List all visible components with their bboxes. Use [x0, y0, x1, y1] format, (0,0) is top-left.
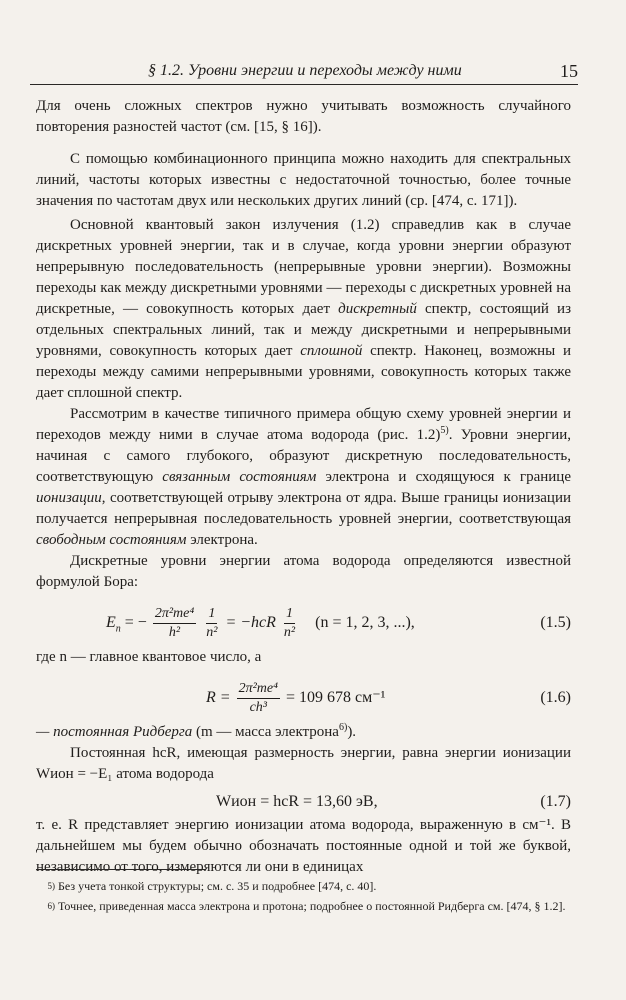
- equation-1-5: [36, 599, 571, 643]
- equation-number-1-6: (1.6): [540, 689, 571, 706]
- footnotes: [36, 869, 571, 918]
- paragraph-3: [36, 215, 571, 404]
- equation-number-1-5: (1.5): [540, 614, 571, 631]
- footnote-ref-6: 6): [338, 722, 348, 733]
- paragraph-7-part-b: (m — масса электрона: [192, 724, 339, 740]
- emph-rydberg: — постоянная Ридберга: [36, 724, 193, 740]
- eq15-condition: (n = 1, 2, 3, ...),: [315, 614, 415, 632]
- equation-1-7-body: Wион = hcR = 13,60 эВ,: [216, 793, 378, 810]
- paragraph-4-part-a: Рассмотрим в качестве типичного примера общую схему уровней энергии и переходов между ними в случае атома водорода (рис. 1.2): [36, 406, 571, 443]
- main-text: [36, 96, 571, 878]
- equation-1-6-body: [206, 680, 385, 717]
- eq15-lhs: E: [106, 614, 116, 632]
- paragraph-7-part-c: ).: [347, 724, 357, 740]
- paragraph-1: Для очень сложных спектров нужно учитывать возможность случайного повторения разностей частот (см. [15, § 16]).: [36, 98, 571, 135]
- paragraph-4-part-e: электрона.: [186, 532, 258, 548]
- paragraph-9: т. е. R представляет энергию ионизации атома водорода, выраженную в см⁻¹. В дальнейшем мы будем обычно обозначать постоянные одной и той же буквой, независимо от того, измеряются ли они в единицах: [36, 817, 571, 875]
- footnote-5-text: Без учета тонкой структуры; см. с. 35 и подробнее [474, с. 40].: [58, 879, 377, 893]
- eq15-frac-2: $\frac{1}{\text{n²}}$: [206, 606, 218, 640]
- paragraph-3-part-b: спектр, состоящий из отдельных спектральных линий, так и между дискретными и непрерывными уровнями, совокупность которых дает: [36, 301, 572, 359]
- eq15-mid: = −hcR: [225, 614, 276, 632]
- paragraph-7: [36, 722, 571, 743]
- paragraph-8: Постоянная hcR, имеющая размерность энергии, равна энергии ионизации Wион = −E₁ атома водорода: [36, 745, 571, 782]
- paragraph-4-part-b: . Уровни энергии, начиная с самого глубокого, образуют дискретную последовательность, соответствующую: [36, 427, 571, 485]
- footnote-6-text: Точнее, приведенная масса электрона и протона; подробнее о постоянной Ридберга см. [474, § 1.2].: [58, 899, 566, 913]
- header-title: § 1.2. Уровни энергии и переходы между ними: [148, 62, 462, 79]
- paragraph-4: [36, 404, 571, 551]
- emph-continuous: сплошной: [300, 343, 363, 359]
- emph-free: свободным состояниям: [36, 532, 187, 548]
- equation-1-5-body: $E_n$ = − $\frac{\text{2π²me⁴}}{\text{h²}}$ $\frac{1}{\text{n²}}$ = −hcR $\frac{1}{\text{n²}}$ (n = 1, 2, 3, ...),: [106, 606, 415, 640]
- paragraph-5: Дискретные уровни энергии атома водорода определяются известной формулой Бора:: [36, 553, 571, 590]
- paragraph-4-part-d: , соответствующей отрыву электрона от ядра. Выше границы ионизации получается непрерывная последовательность уровней энергии, соответствующая: [36, 490, 571, 527]
- running-header: [30, 56, 578, 85]
- page-number: 15: [560, 61, 578, 81]
- eq15-frac-3: $\frac{1}{\text{n²}}$: [283, 606, 296, 640]
- eq16-lhs: R =: [206, 689, 231, 707]
- paragraph-4-part-c: электрона и сходящуюся к границе: [316, 469, 571, 485]
- footnote-5: [36, 878, 571, 894]
- eq15-frac-1: $\frac{\text{2π²me⁴}}{\text{h²}}$: [154, 606, 195, 640]
- footnote-ref-5: 5): [440, 425, 449, 436]
- equation-number-1-7: (1.7): [540, 793, 571, 810]
- eq15-lhs-sub: n: [115, 623, 121, 635]
- emph-discrete: дискретный: [338, 301, 426, 317]
- paragraph-3-part-a: Основной квантовый закон излучения (1.2) справедлив как в случае дискретных уровней энергии, так и в случае, когда уровни энергии образуют непрерывную последовательность (непрерывные уровни энергии). Возможны переходы как между дискретными уровнями — переходы с дискретных уровней на дискретные, — совокупность которых дает: [36, 217, 571, 317]
- equation-1-7: [36, 787, 571, 813]
- footnote-6-mark: 6): [47, 901, 55, 911]
- paragraph-2: С помощью комбинационного принципа можно находить для спектральных линий, частоты которых известны с недостаточной точностью, более точные значения по частотам двух или нескольких других линий (ср. [474, с. 171]).: [36, 151, 571, 209]
- paragraph-3-part-c: спектр. Наконец, возможны и переходы между самими непрерывными уровнями, совокупность которых также дает сплошной спектр.: [36, 343, 571, 401]
- emph-ionization: ионизации: [36, 490, 102, 506]
- footnote-5-mark: 5): [47, 881, 55, 891]
- paragraph-6: где n — главное квантовое число, а: [36, 649, 262, 665]
- emph-bound: связанным состояниям: [162, 469, 317, 485]
- footnote-rule: [36, 869, 206, 870]
- footnote-6: [36, 898, 571, 914]
- equation-1-6: [36, 674, 571, 718]
- eq16-rhs: = 109 678 см⁻¹: [285, 689, 386, 707]
- eq16-frac: $\frac{\text{2π²me⁴}}{\text{ch³}}$: [238, 681, 278, 715]
